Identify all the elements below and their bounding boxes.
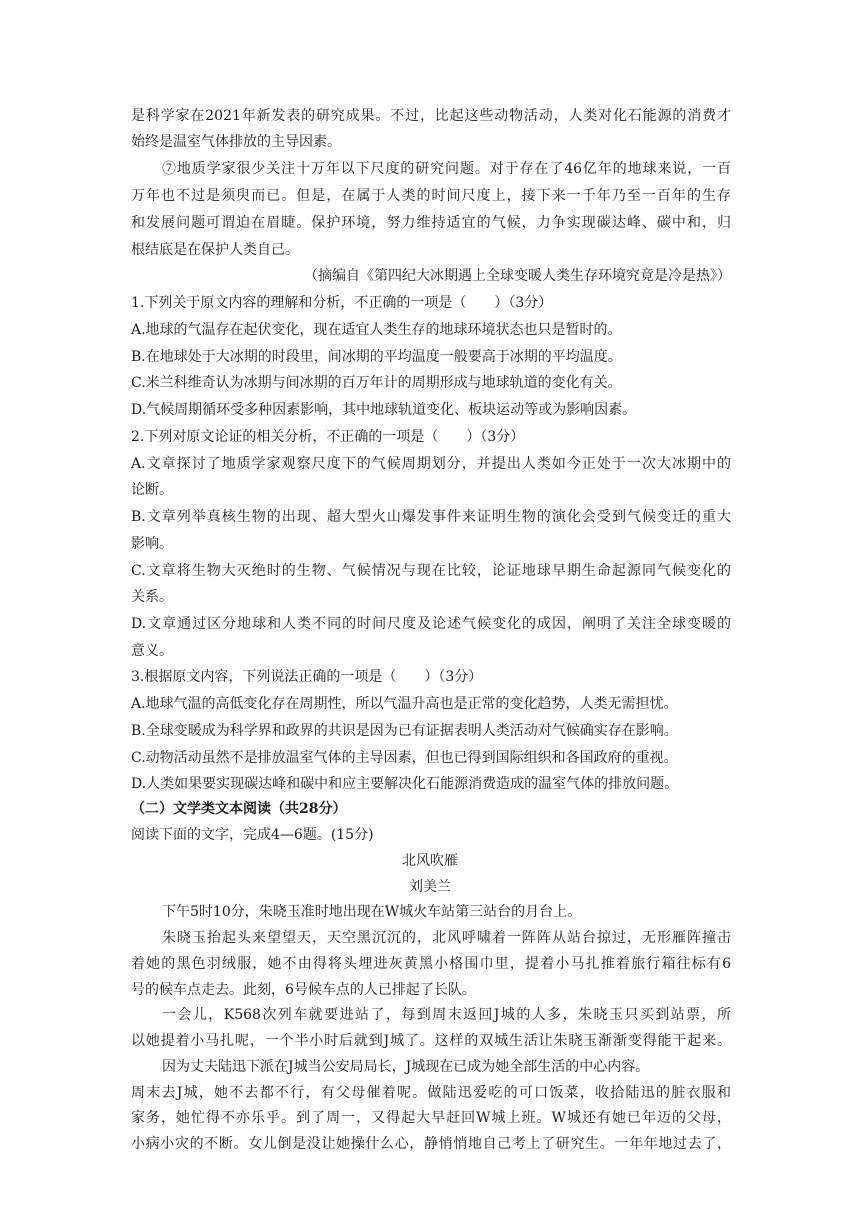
option-line: C.米兰科维奇认为冰期与间冰期的百万年计的周期形成与地球轨道的变化有关。 bbox=[131, 375, 622, 391]
option-line: A.地球气温的高低变化存在周期性，所以气温升高也是正常的变化趋势，人类无需担忧。 bbox=[131, 696, 678, 712]
question-1: 1.下列关于原文内容的理解和分析，不正确的一项是（ ）（3分） bbox=[131, 295, 553, 311]
section-heading: （二）文学类文本阅读（共28分） bbox=[131, 801, 347, 817]
text-line: 下午5时10分，朱晓玉准时地出现在W城火车站第三站台的月台上。 bbox=[162, 904, 582, 920]
text-line: 小病小灾的不断。女儿倒是没让她操什么心，静悄悄地自己考上了研究生。一年年地过去了， bbox=[131, 1136, 731, 1152]
question-2: 2.下列对原文论证的相关分析，不正确的一项是（ ）（3分） bbox=[131, 429, 525, 445]
option-line: 论断。 bbox=[131, 482, 173, 498]
option-line: D.气候周期循环受多种因素影响，其中地球轨道变化、板块运动等或为影响因素。 bbox=[131, 402, 637, 418]
option-line: D.文章通过区分地球和人类不同的时间尺度及论述气候变化的成因，阐明了关注全球变暖的 bbox=[131, 616, 731, 632]
text-line: 家务，她忙得不亦乐乎。到了周一，又得起大早赶回W城上班。W城还有她已年迈的父母， bbox=[131, 1110, 731, 1126]
story-title: 北风吹雁 bbox=[402, 853, 458, 869]
option-line: B.全球变暖成为科学界和政界的共识是因为已有证据表明人类活动对气候确实存在影响。 bbox=[131, 723, 678, 739]
option-line: B.在地球处于大冰期的时段里，间冰期的平均温度一般要高于冰期的平均温度。 bbox=[131, 349, 622, 365]
text-line: 朱晓玉抬起头来望望天，天空黑沉沉的，北风呼啸着一阵阵从站台掠过，无形雁阵撞击 bbox=[162, 930, 731, 946]
option-line: D.人类如果要实现碳达峰和碳中和应主要解决化石能源消费造成的温室气体的排放问题。 bbox=[131, 776, 679, 792]
source-citation: （摘编自《第四纪大冰期遇上全球变暖人类生存环境究竟是冷是热》） bbox=[304, 268, 731, 284]
text-line: 是科学家在2021年新发表的研究成果。不过，比起这些动物活动，人类对化石能源的消费才 bbox=[131, 108, 731, 124]
option-line: B.文章列举真核生物的出现、超大型火山爆发事件来证明生物的演化会受到气候变迁的重大 bbox=[131, 509, 731, 525]
option-line: C.文章将生物大灭绝时的生物、气候情况与现在比较，论证地球早期生命起源同气候变化的 bbox=[131, 563, 731, 579]
text-line: 根结底是在保护人类自己。 bbox=[131, 242, 299, 258]
option-line: A.文章探讨了地质学家观察尺度下的气候周期划分，并提出人类如今正处于一次大冰期中的 bbox=[131, 456, 731, 472]
option-line: A.地球的气温存在起伏变化，现在适宜人类生存的地球环境状态也只是暂时的。 bbox=[131, 322, 622, 338]
instruction-line: 阅读下面的文字，完成4—6题。(15分) bbox=[131, 827, 374, 843]
story-author: 刘美兰 bbox=[409, 879, 451, 895]
text-line: 周末去J城，她不去都不行，有父母催着呢。做陆迅爱吃的可口饭菜，收拾陆迅的脏衣服和 bbox=[131, 1085, 731, 1101]
option-line: 关系。 bbox=[131, 589, 173, 605]
text-line: 因为丈夫陆迅下派在J城当公安局局长，J城现在已成为她全部生活的中心内容。 bbox=[162, 1059, 650, 1075]
text-line: 一会儿，K568次列车就要进站了，每到周末返回J城的人多，朱晓玉只买到站票，所 bbox=[162, 1007, 731, 1023]
question-3: 3.根据原文内容，下列说法正确的一项是（ ）（3分） bbox=[131, 669, 483, 685]
text-line: 万年也不过是须臾而已。但是，在属于人类的时间尺度上，接下来一千年乃至一百年的生存 bbox=[131, 188, 731, 204]
text-line: 以她提着小马扎呢，一个半小时后就到J城了。这样的双城生活让朱晓玉渐渐变得能干起来。 bbox=[131, 1033, 731, 1049]
option-line: 意义。 bbox=[131, 643, 173, 659]
text-line: 着她的黑色羽绒服，她不由得将头埋进灰黄黑小格围巾里，提着小马扎推着旅行箱往标有6 bbox=[131, 956, 731, 972]
text-line: 始终是温室气体排放的主导因素。 bbox=[131, 134, 341, 150]
option-line: C.动物活动虽然不是排放温室气体的主导因素，但也已得到国际组织和各国政府的重视。 bbox=[131, 750, 678, 766]
option-line: 影响。 bbox=[131, 536, 173, 552]
text-line: 和发展问题可谓迫在眉睫。保护环境，努力维持适宜的气候，力争实现碳达峰、碳中和，归 bbox=[131, 215, 731, 231]
text-line: ⑦地质学家很少关注十万年以下尺度的研究问题。对于存在了46亿年的地球来说，一百 bbox=[162, 161, 731, 177]
text-line: 号的候车点走去。此刻，6号候车点的人已排起了长队。 bbox=[131, 982, 476, 998]
